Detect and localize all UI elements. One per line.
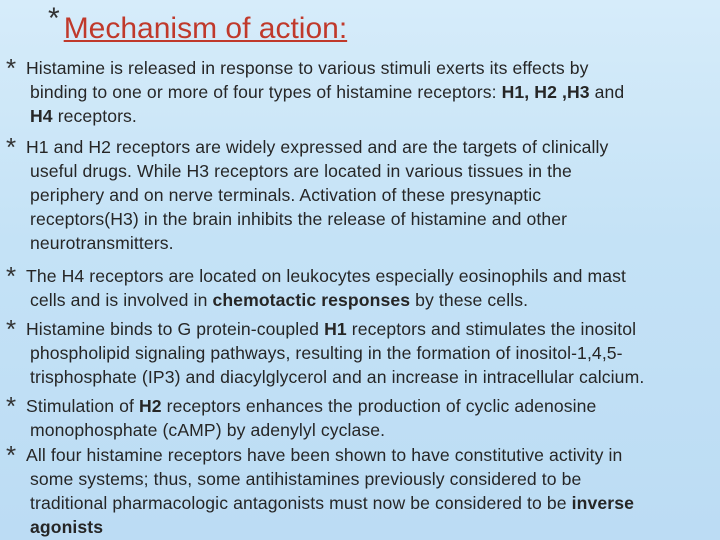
bullet-star-icon: * bbox=[6, 53, 17, 83]
bullet-line: useful drugs. While H3 receptors are located in various tissues in the bbox=[30, 161, 572, 181]
bullet-h1-signaling bbox=[6, 314, 718, 389]
slide-title: Mechanism of action: bbox=[63, 12, 348, 45]
bullet-line bbox=[26, 104, 718, 128]
bullet-line: phospholipid signaling pathways, resulting in the formation of inositol-1,4,5- bbox=[30, 343, 623, 363]
bullet-star-icon: * bbox=[6, 314, 17, 344]
bullet-bold-text: chemotactic responses bbox=[212, 290, 411, 310]
bullet-line bbox=[26, 317, 718, 341]
bullet-h1-h2-receptors bbox=[6, 132, 718, 255]
bullet-line bbox=[26, 394, 718, 418]
bullet-h4-receptors bbox=[6, 261, 718, 312]
bullet-bold-text: H2 bbox=[138, 396, 162, 416]
bullet-bold-text: inverse bbox=[571, 493, 634, 513]
bullet-text: receptors enhances the production of cyclic adenosine bbox=[161, 396, 597, 416]
bullet-line: H1 and H2 receptors are widely expressed and are the targets of clinically bbox=[26, 137, 609, 157]
bullet-text: binding to one or more of four types of histamine receptors: bbox=[30, 82, 502, 102]
bullet-h2-stimulation bbox=[6, 391, 718, 442]
bullet-line bbox=[26, 491, 718, 515]
bullet-text: receptors. bbox=[52, 106, 137, 126]
bullet-star-icon: * bbox=[6, 440, 17, 470]
bullet-bold-text: H1, H2 ,H3 bbox=[501, 82, 590, 102]
bullet-text: by these cells. bbox=[410, 290, 529, 310]
bullet-line: All four histamine receptors have been shown to have constitutive activity in bbox=[26, 445, 623, 465]
bullet-star-icon: * bbox=[6, 261, 17, 291]
bullet-histamine-release bbox=[6, 53, 718, 128]
bullet-line bbox=[26, 288, 718, 312]
bullet-line: monophosphate (cAMP) by adenylyl cyclase. bbox=[30, 420, 386, 440]
bullet-text: cells and is involved in bbox=[30, 290, 213, 310]
bullet-line bbox=[26, 80, 718, 104]
bullet-list bbox=[6, 53, 718, 539]
bullet-bold-text: H1 bbox=[324, 319, 347, 339]
bullet-constitutive-activity bbox=[6, 440, 718, 539]
title-bullet-star-icon: * bbox=[48, 2, 60, 35]
bullet-bold-text: H4 bbox=[30, 106, 53, 126]
bullet-text: traditional pharmacologic antagonists must now be considered to be bbox=[30, 493, 572, 513]
bullet-line: The H4 receptors are located on leukocytes especially eosinophils and mast bbox=[26, 266, 627, 286]
bullet-star-icon: * bbox=[6, 132, 17, 162]
bullet-bold-text: agonists bbox=[30, 517, 104, 537]
bullet-text: Stimulation of bbox=[26, 396, 139, 416]
bullet-line: trisphosphate (IP3) and diacylglycerol and an increase in intracellular calcium. bbox=[30, 367, 645, 387]
bullet-text: and bbox=[589, 82, 625, 102]
bullet-line: receptors(H3) in the brain inhibits the release of histamine and other bbox=[30, 209, 568, 229]
bullet-line: some systems; thus, some antihistamines previously considered to be bbox=[30, 469, 582, 489]
bullet-line: Histamine is released in response to various stimuli exerts its effects by bbox=[26, 58, 589, 78]
bullet-text: Histamine binds to G protein-coupled bbox=[26, 319, 325, 339]
slide-title-block bbox=[48, 4, 347, 48]
bullet-text: receptors and stimulates the inositol bbox=[346, 319, 637, 339]
bullet-line: neurotransmitters. bbox=[30, 233, 174, 253]
bullet-line: periphery and on nerve terminals. Activation of these presynaptic bbox=[30, 185, 542, 205]
bullet-star-icon: * bbox=[6, 391, 17, 421]
bullet-line bbox=[26, 515, 718, 539]
